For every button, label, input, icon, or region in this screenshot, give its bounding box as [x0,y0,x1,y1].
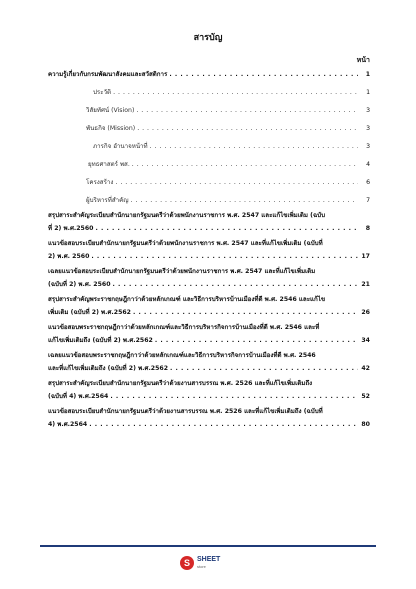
toc-entry [48,267,370,289]
toc-entry-title-line2: ที่ 2) พ.ศ.2560 [48,225,94,232]
toc-leader-dots [150,142,358,151]
toc-entry [48,295,370,317]
toc-entry-page: 8 [365,225,370,232]
table-of-contents [48,70,370,429]
toc-entry [48,211,370,233]
toc-entry-title-line1: สรุปสาระสำคัญระเบียบสำนักนายกรัฐมนตรีว่าด้วยพนักงานราชการ พ.ศ. 2547 และแก้ไขเพิ่มเติม (ฉบับ [48,212,326,219]
toc-entry-page: 3 [366,107,370,114]
toc-entry-page: 1 [366,89,370,96]
toc-entry-page: 80 [361,421,370,428]
toc-entry-title: โครงสร้าง [86,179,114,186]
toc-entry-title: ประวัติ [93,89,112,96]
toc-leader-dots [95,224,358,233]
toc-entry-title: วิสัยทัศน์ (Vision) [86,107,135,114]
toc-leader-dots [133,308,358,317]
toc-entry-title-line1: เฉลยแนวข้อสอบพระราชกฤษฎีกาว่าด้วยหลักเกณฑ์และวิธีการบริหารกิจการบ้านเมืองที่ดี พ.ศ. 2546 [48,352,316,359]
toc-entry-page: 6 [366,179,370,186]
toc-leader-dots [169,70,358,79]
toc-leader-dots [155,336,358,345]
toc-entry-page: 1 [365,71,370,78]
toc-entry-title-line2: เพิ่มเติม (ฉบับที่ 2) พ.ศ.2562 [48,309,131,316]
toc-leader-dots [91,252,358,261]
logo-mark-icon: S [180,556,194,570]
toc-entry-page: 7 [366,197,370,204]
toc-entry-title-line1: แนวข้อสอบระเบียบสำนักนายกรัฐมนตรีว่าด้วยงานสารบรรณ พ.ศ. 2526 และที่แก้ไขเพิ่มเติมถึง (ฉบับที่ [48,408,323,415]
toc-entry [48,379,370,401]
toc-entry [48,106,370,115]
toc-entry [48,124,370,133]
toc-entry-page: 26 [361,309,370,316]
logo-tagline: store [197,564,206,569]
toc-entry-title-line2: แก้ไขเพิ่มเติมถึง (ฉบับที่ 2) พ.ศ.2562 [48,337,153,344]
toc-entry-page: 4 [366,161,370,168]
toc-entry-title-line2: 2) พ.ศ. 2560 [48,253,90,260]
toc-entry [48,160,370,169]
toc-entry-title: ยุทธศาสตร์ พส. [88,161,130,168]
toc-entry [48,70,370,79]
toc-leader-dots [113,280,358,289]
toc-entry-title: พันธกิจ (Mission) [86,125,136,132]
toc-entry-title: ความรู้เกี่ยวกับกรมพัฒนาสังคมและสวัสดิการ [48,71,168,78]
toc-entry [48,142,370,151]
toc-entry-title-line2: และที่แก้ไขเพิ่มเติมถึง (ฉบับที่ 2) พ.ศ.2562 [48,365,169,372]
toc-entry [48,196,370,205]
logo-name: SHEET [197,556,221,563]
toc-entry-title-line2: 4) พ.ศ.2564 [48,421,88,428]
toc-entry-page: 21 [361,281,370,288]
toc-leader-dots [132,160,358,169]
toc-entry [48,407,370,429]
page-title: สารบัญ [193,33,223,43]
toc-entry [48,351,370,373]
toc-entry-title-line1: แนวข้อสอบพระราชกฤษฎีกาว่าด้วยหลักเกณฑ์และวิธีการบริหารกิจการบ้านเมืองที่ดี พ.ศ. 2546 และที่ [48,324,320,331]
toc-entry-page: 3 [366,125,370,132]
toc-entry-title-line1: เฉลยแนวข้อสอบระเบียบสำนักนายกรัฐมนตรีว่าด้วยพนักงานราชการ พ.ศ. 2547 และที่แก้ไขเพิ่มเติม [48,268,316,275]
toc-entry [48,178,370,187]
toc-entry-page: 52 [361,393,370,400]
toc-entry-title-line1: แนวข้อสอบระเบียบสำนักนายกรัฐมนตรีว่าด้วยพนักงานราชการ พ.ศ. 2547 และที่แก้ไขเพิ่มเติม (ฉบับที่ [48,240,323,247]
toc-leader-dots [136,106,358,115]
toc-leader-dots [113,88,358,97]
toc-entry-page: 3 [366,143,370,150]
sheet-store-logo [180,551,240,575]
footer-divider [40,545,376,547]
toc-leader-dots [170,364,358,373]
toc-leader-dots [115,178,358,187]
toc-leader-dots [110,392,358,401]
toc-entry-title-line2: (ฉบับที่ 2) พ.ศ. 2560 [48,281,111,288]
toc-entry-title: ภารกิจ อำนาจหน้าที่ [93,143,148,150]
toc-entry-title: ผู้บริหารที่สำคัญ [86,197,129,204]
toc-entry-page: 34 [361,337,370,344]
toc-entry-title-line1: สรุปสาระสำคัญระเบียบสำนักนายกรัฐมนตรีว่าด้วยงานสารบรรณ พ.ศ. 2526 และที่แก้ไขเพิ่มเติมถึง [48,380,313,387]
page-column-header: หน้า [356,56,370,64]
toc-leader-dots [89,420,358,429]
toc-entry [48,239,370,261]
toc-entry [48,88,370,97]
toc-entry-page: 17 [361,253,370,260]
toc-entry-title-line1: สรุปสาระสำคัญพระราชกฤษฎีกาว่าด้วยหลักเกณฑ์ และวิธีการบริหารบ้านเมืองที่ดี พ.ศ. 2546 และแก้ไข [48,296,326,303]
toc-entry-page: 42 [361,365,370,372]
toc-entry-title-line2: (ฉบับที่ 4) พ.ศ.2564 [48,393,109,400]
toc-leader-dots [137,124,358,133]
toc-entry [48,323,370,345]
toc-leader-dots [131,196,359,205]
